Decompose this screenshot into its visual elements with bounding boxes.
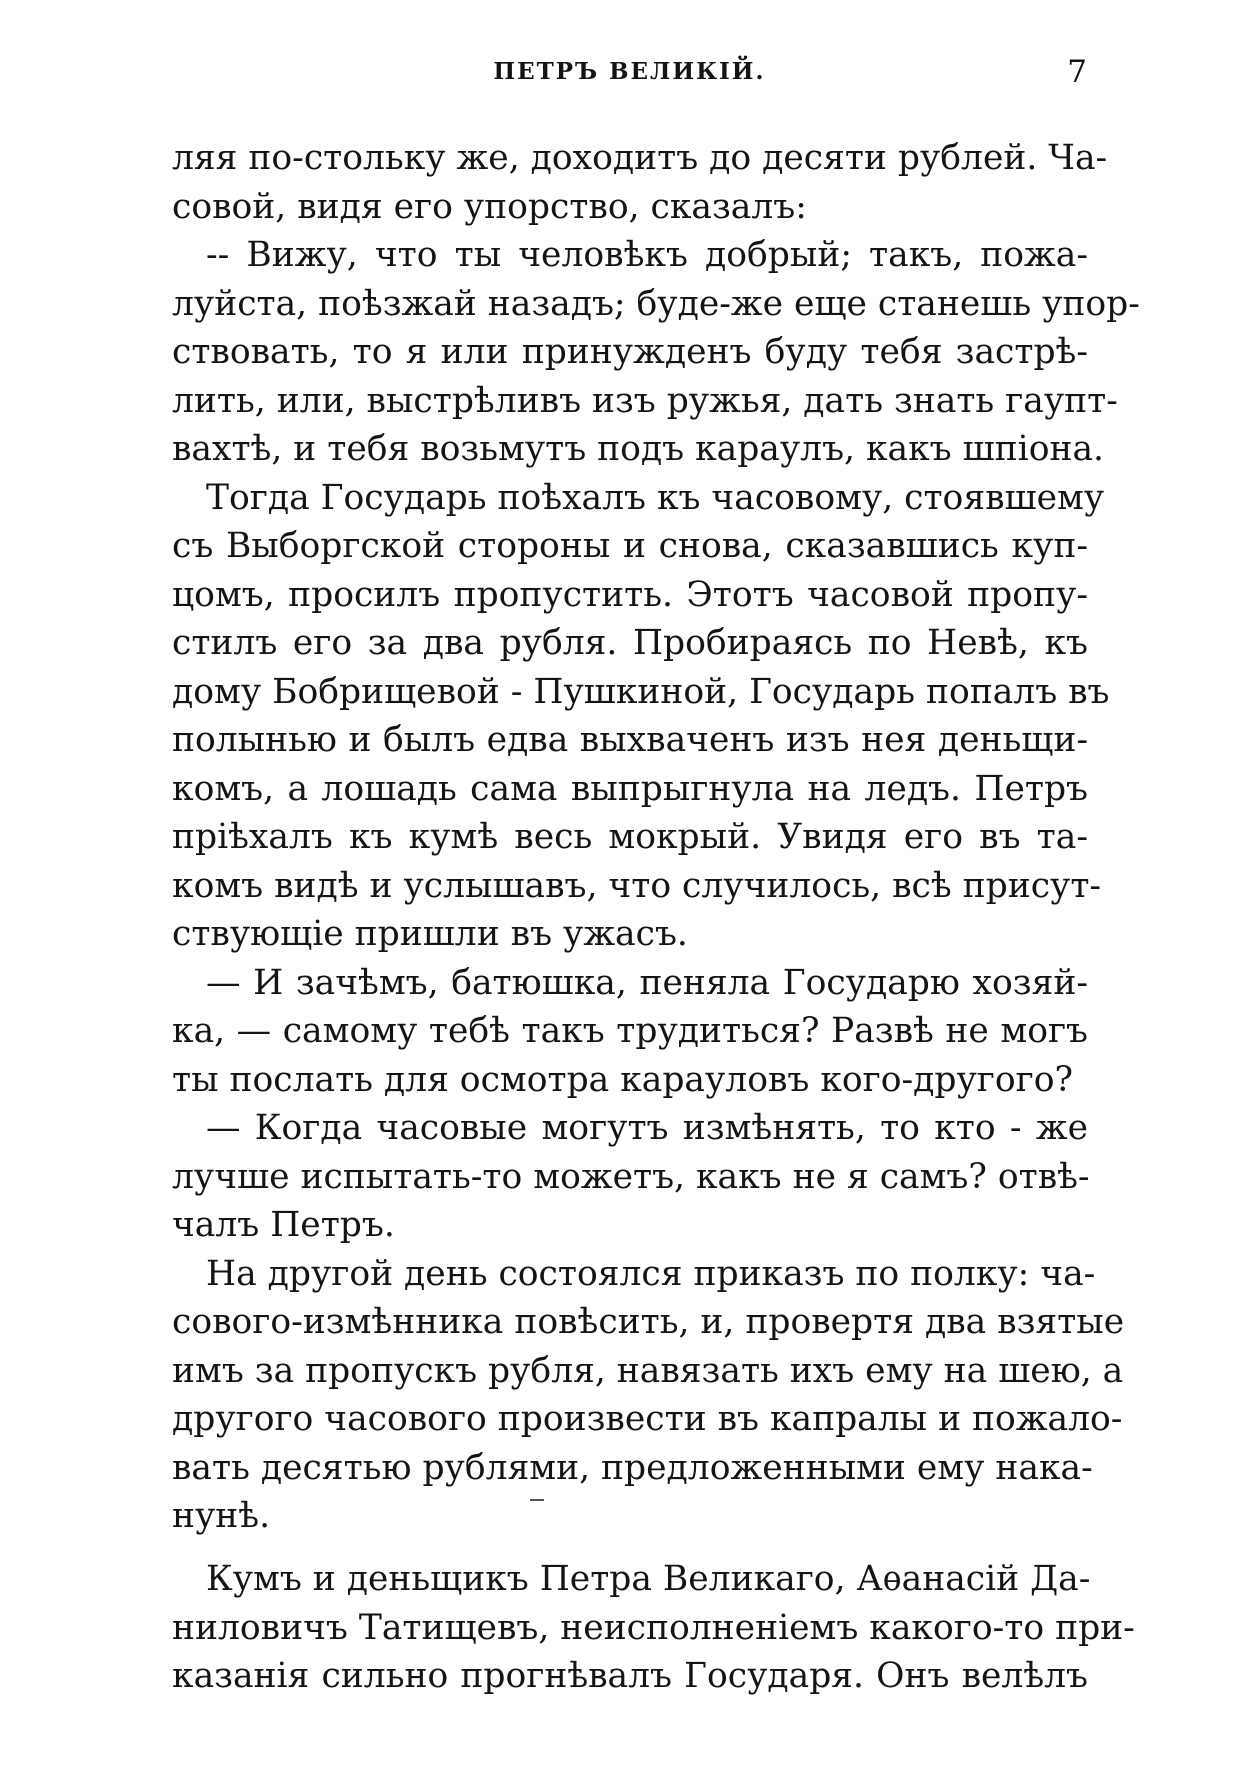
text-line: -- Вижу, что ты человѣкъ добрый; такъ, пожа- bbox=[206, 235, 1088, 275]
text-line: другого часового произвести въ капралы и пожало- bbox=[172, 1399, 1123, 1439]
section-divider bbox=[530, 1499, 544, 1501]
text-line: чалъ Петръ. bbox=[172, 1205, 395, 1245]
text-line: комъ, а лошадь сама выпрыгнула на ледъ. Петръ bbox=[172, 768, 1088, 809]
text-line: ствовать, то я или принужденъ буду тебя застрѣ- bbox=[172, 332, 1088, 372]
text-line: лить, или, выстрѣливъ изъ ружья, дать знать гаупт- bbox=[172, 380, 1118, 421]
text-line: ляя по-стольку же, доходитъ до десяти рублей. Ча- bbox=[172, 138, 1108, 178]
text-line: луйста, поѣзжай назадъ; буде-же еще станешь упор- bbox=[172, 283, 1140, 324]
text-line: полынью и былъ едва выхваченъ изъ нея деньщи- bbox=[172, 720, 1088, 760]
text-line: лучше испытать-то можетъ, какъ не я самъ? отвѣ- bbox=[172, 1156, 1090, 1197]
text-line: нунѣ. bbox=[172, 1496, 271, 1536]
text-line: — Когда часовые могутъ измѣнять, то кто - же bbox=[206, 1108, 1088, 1148]
text-line: вахтѣ, и тебя возьмутъ подъ караулъ, какъ шпіона. bbox=[172, 429, 1104, 469]
page-header bbox=[0, 54, 1259, 98]
body-text bbox=[172, 134, 1140, 1541]
text-line: имъ за пропускъ рубля, навязать ихъ ему на шею, а bbox=[172, 1350, 1124, 1391]
text-line: комъ видѣ и услышавъ, что случилось, всѣ присут- bbox=[172, 865, 1102, 906]
text-line: Тогда Государь поѣхалъ къ часовому, стоявшему bbox=[206, 477, 1105, 518]
text-line: съ Выборгской стороны и снова, сказавшись куп- bbox=[172, 526, 1088, 566]
text-line: ниловичъ Татищевъ, неисполненіемъ какого-то при- bbox=[172, 1607, 1135, 1648]
page-number: 7 bbox=[1067, 54, 1087, 90]
text-line: казанія сильно прогнѣвалъ Государя. Онъ велѣлъ bbox=[172, 1656, 1088, 1696]
text-line: ка, — самому тебѣ такъ трудиться? Развѣ не могъ bbox=[172, 1011, 1088, 1051]
text-line: пріѣхалъ къ кумѣ весь мокрый. Увидя его въ та- bbox=[172, 817, 1088, 857]
text-line: вать десятью рублями, предложенными ему нака- bbox=[172, 1447, 1093, 1488]
text-line: дому Бобрищевой - Пушкиной, Государь попалъ въ bbox=[172, 671, 1110, 712]
body-text-continued bbox=[172, 1555, 1135, 1701]
text-line: ствующіе пришли въ ужасъ. bbox=[172, 914, 688, 954]
text-line: цомъ, просилъ пропустить. Этотъ часовой пропу- bbox=[172, 574, 1088, 615]
running-title: ПЕТРЪ ВЕЛИКІЙ. bbox=[493, 58, 766, 85]
text-line: совой, видя его упорство, сказалъ: bbox=[172, 186, 807, 227]
text-line: — И зачѣмъ, батюшка, пеняла Государю хозяй- bbox=[206, 962, 1088, 1003]
text-line: стилъ его за два рубля. Пробираясь по Невѣ, къ bbox=[172, 623, 1088, 663]
text-line: На другой день состоялся приказъ по полку: ча- bbox=[206, 1253, 1096, 1294]
text-line: Кумъ и деньщикъ Петра Великаго, Аѳанасій Да- bbox=[206, 1559, 1091, 1599]
text-line: сового-измѣнника повѣсить, и, провертя два взятые bbox=[172, 1302, 1125, 1342]
text-line: ты послать для осмотра карауловъ кого-другого? bbox=[172, 1059, 1073, 1100]
